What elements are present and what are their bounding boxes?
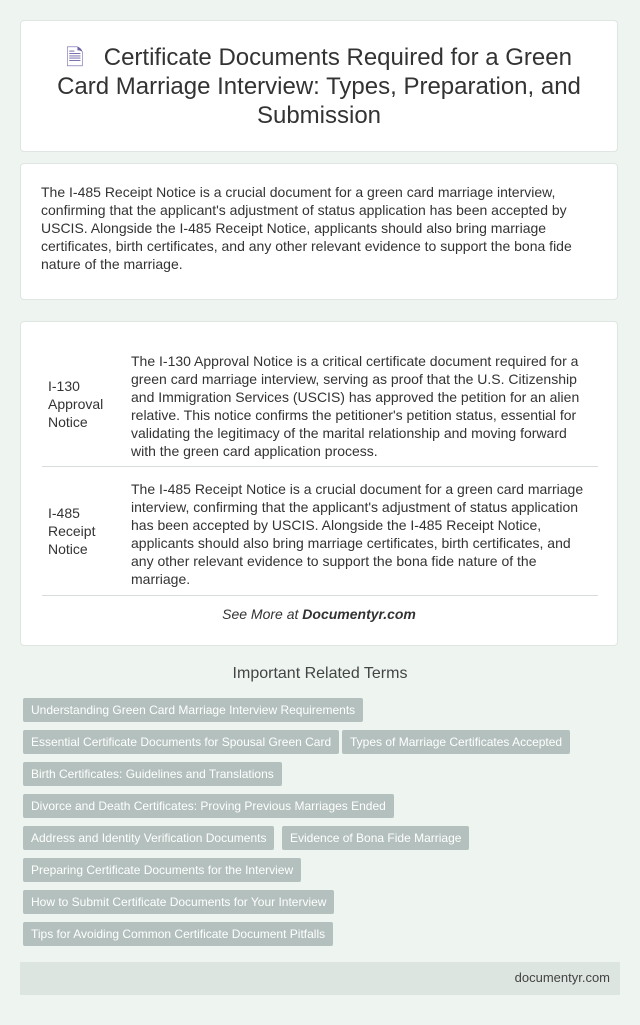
- related-term-tag[interactable]: Birth Certificates: Guidelines and Translations: [23, 762, 282, 786]
- table-description-cell: The I-130 Approval Notice is a critical certificate document required for a green card marriage interview, serving as proof that the U.S. Citizenship and Immigration Services (USCIS) has approved the petition for an alien relative. This notice confirms the petitioner's petition status, essential for validating the legitimacy of the marital relationship and moving forward with the green card application process.: [125, 341, 599, 467]
- table-term-cell: I-485 Receipt Notice: [42, 467, 125, 596]
- table-row: [42, 341, 598, 467]
- related-terms-heading: Important Related Terms: [232, 665, 408, 682]
- documents-table-card: [20, 321, 618, 646]
- related-term-tag[interactable]: Essential Certificate Documents for Spousal Green Card: [23, 730, 339, 754]
- related-term-tag[interactable]: Types of Marriage Certificates Accepted: [342, 730, 570, 754]
- page-title-text: Certificate Documents Required for a Green Card Marriage Interview: Types, Preparation, and Submission: [57, 44, 581, 129]
- documents-table: [42, 341, 598, 596]
- table-description-cell: The I-485 Receipt Notice is a crucial document for a green card marriage interview, confirming that the applicant's adjustment of status application has been accepted by USCIS. Alongside the I-485 Receipt Notice, applicants should also bring marriage certificates, birth certificates, and any other relevant evidence to support the bona fide nature of the marriage.: [125, 467, 599, 596]
- document-icon: 🗎: [66, 45, 84, 70]
- related-term-tag[interactable]: Understanding Green Card Marriage Interview Requirements: [23, 698, 363, 722]
- table-term-cell: I-130 Approval Notice: [42, 341, 125, 467]
- page-title: [41, 43, 597, 130]
- see-more-site: Documentyr.com: [302, 606, 416, 622]
- see-more-link[interactable]: [21, 606, 617, 622]
- related-term-tag[interactable]: Evidence of Bona Fide Marriage: [282, 826, 469, 850]
- related-term-tag[interactable]: Preparing Certificate Documents for the Interview: [23, 858, 301, 882]
- intro-card: [20, 163, 618, 300]
- related-term-tag[interactable]: Divorce and Death Certificates: Proving Previous Marriages Ended: [23, 794, 394, 818]
- related-term-tag[interactable]: Tips for Avoiding Common Certificate Document Pitfalls: [23, 922, 333, 946]
- footer: [20, 962, 620, 995]
- footer-site-link[interactable]: documentyr.com: [514, 970, 610, 985]
- table-row: [42, 467, 598, 596]
- related-term-tag[interactable]: Address and Identity Verification Documents: [23, 826, 274, 850]
- intro-paragraph: The I-485 Receipt Notice is a crucial document for a green card marriage interview, confirming that the applicant's adjustment of status application has been accepted by USCIS. Alongside the I-485 Receipt Notice, applicants should also bring marriage certificates, birth certificates, and any other relevant evidence to support the bona fide nature of the marriage.: [41, 184, 572, 272]
- title-card: [20, 20, 618, 152]
- related-term-tag[interactable]: How to Submit Certificate Documents for Your Interview: [23, 890, 334, 914]
- see-more-prefix: See More at: [222, 606, 303, 622]
